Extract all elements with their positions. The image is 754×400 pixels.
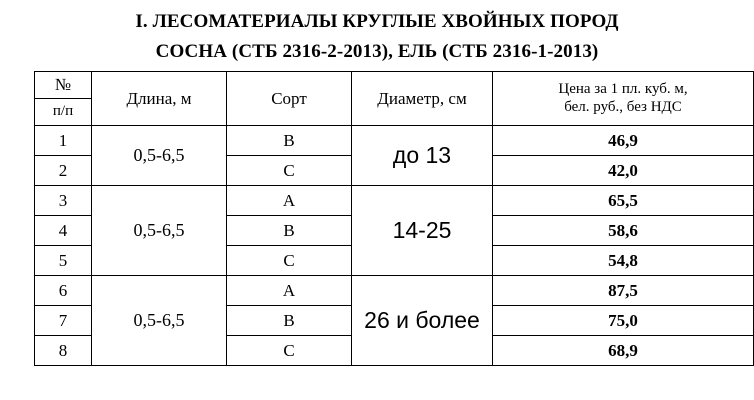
price-table <box>34 71 754 366</box>
header-length: Длина, м <box>92 72 227 126</box>
row-number: 4 <box>35 216 92 246</box>
table-row <box>35 276 754 306</box>
price-cell: 54,8 <box>493 246 754 276</box>
price-cell: 65,5 <box>493 186 754 216</box>
section-title: I. ЛЕСОМАТЕРИАЛЫ КРУГЛЫЕ ХВОЙНЫХ ПОРОД <box>135 11 619 32</box>
price-cell: 46,9 <box>493 126 754 156</box>
row-number: 6 <box>35 276 92 306</box>
section-subtitle: СОСНА (СТБ 2316-2-2013), ЕЛЬ (СТБ 2316-1-2013) <box>155 41 599 62</box>
grade-cell: В <box>227 216 352 246</box>
price-cell: 42,0 <box>493 156 754 186</box>
row-number: 5 <box>35 246 92 276</box>
price-cell: 87,5 <box>493 276 754 306</box>
header-price <box>493 72 754 126</box>
diameter-cell: до 13 <box>352 126 493 186</box>
row-number: 2 <box>35 156 92 186</box>
header-diameter: Диаметр, см <box>352 72 493 126</box>
table-row <box>35 126 754 156</box>
row-number: 3 <box>35 186 92 216</box>
row-number: 1 <box>35 126 92 156</box>
grade-cell: А <box>227 186 352 216</box>
row-number: 7 <box>35 306 92 336</box>
grade-cell: С <box>227 246 352 276</box>
diameter-cell: 14-25 <box>352 186 493 276</box>
header-number-label: п/п <box>35 99 92 126</box>
length-cell: 0,5-6,5 <box>92 276 227 366</box>
grade-cell: С <box>227 336 352 366</box>
table-row <box>35 186 754 216</box>
grade-cell: А <box>227 276 352 306</box>
row-number: 8 <box>35 336 92 366</box>
grade-cell: В <box>227 306 352 336</box>
header-price-line2: бел. руб., без НДС <box>564 98 682 115</box>
header-grade: Сорт <box>227 72 352 126</box>
length-cell: 0,5-6,5 <box>92 126 227 186</box>
header-price-line1: Цена за 1 пл. куб. м, <box>558 81 688 98</box>
header-number-symbol: № <box>35 72 92 99</box>
grade-cell: С <box>227 156 352 186</box>
price-cell: 68,9 <box>493 336 754 366</box>
diameter-cell: 26 и более <box>352 276 493 366</box>
length-cell: 0,5-6,5 <box>92 186 227 276</box>
price-cell: 75,0 <box>493 306 754 336</box>
price-cell: 58,6 <box>493 216 754 246</box>
grade-cell: В <box>227 126 352 156</box>
